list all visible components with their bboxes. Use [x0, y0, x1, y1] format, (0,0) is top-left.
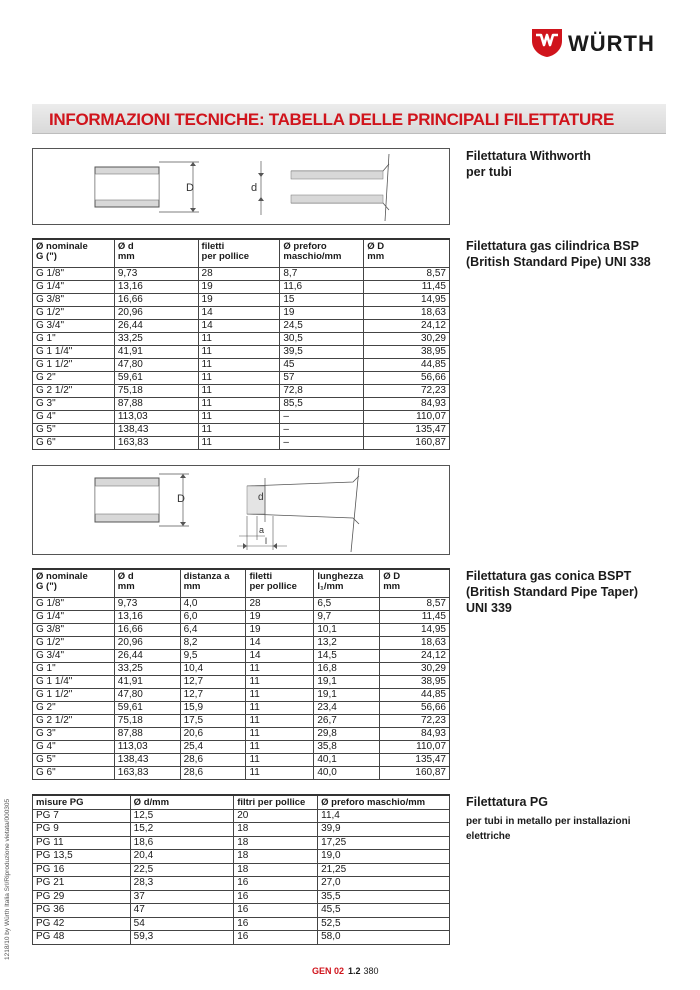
- table-cell: 14,5: [314, 649, 380, 662]
- table-cell: PG 42: [33, 917, 131, 931]
- table-cell: 16: [234, 917, 318, 931]
- table-cell: 11,4: [318, 809, 450, 823]
- table-cell: 18: [234, 863, 318, 877]
- footer-section: GEN 02: [312, 966, 345, 976]
- table-cell: 110,07: [380, 740, 450, 753]
- table-cell: G 4": [33, 410, 115, 423]
- table-cell: G 4": [33, 740, 115, 753]
- table-cell: 28,6: [180, 753, 246, 766]
- table-header-cell: misure PG: [33, 795, 131, 809]
- table-cell: 21,25: [318, 863, 450, 877]
- table-cell: 8,2: [180, 636, 246, 649]
- table-cell: 160,87: [364, 436, 450, 449]
- table-cell: 24,12: [364, 319, 450, 332]
- table-cell: 11,6: [280, 280, 364, 293]
- table-cell: PG 21: [33, 877, 131, 891]
- table-cell: PG 29: [33, 890, 131, 904]
- table-row: [33, 397, 450, 410]
- table-cell: G 3": [33, 397, 115, 410]
- table-row: [33, 904, 450, 918]
- table-cell: 19: [198, 280, 280, 293]
- table-cell: 59,61: [114, 701, 180, 714]
- table-row: [33, 890, 450, 904]
- table-cell: –: [280, 410, 364, 423]
- table-row: [33, 727, 450, 740]
- table-row: [33, 675, 450, 688]
- table-cell: 38,95: [380, 675, 450, 688]
- brand-name: WÜRTH: [568, 31, 655, 56]
- table-row: [33, 280, 450, 293]
- table-header-cell: filetti per pollice: [198, 239, 280, 267]
- table-row: [33, 610, 450, 623]
- table-row: [33, 836, 450, 850]
- table-cell: 11: [246, 662, 314, 675]
- table-cell: 26,44: [114, 319, 198, 332]
- table-cell: PG 7: [33, 809, 131, 823]
- table-cell: 113,03: [114, 410, 198, 423]
- table-cell: 14: [198, 319, 280, 332]
- table-header-cell: Ø nominale G ("): [33, 239, 115, 267]
- table-cell: 12,7: [180, 675, 246, 688]
- page-footer: [312, 966, 379, 976]
- table-cell: 15: [280, 293, 364, 306]
- table-cell: 18: [234, 850, 318, 864]
- label-d2: d: [258, 492, 264, 503]
- withworth-drawing: [33, 149, 449, 224]
- table-cell: 44,85: [380, 688, 450, 701]
- withworth-diagram: [32, 148, 450, 225]
- table-cell: 20,96: [114, 636, 180, 649]
- table-cell: 12,7: [180, 688, 246, 701]
- table-header-row: [33, 795, 450, 809]
- bsp-table: [32, 238, 450, 450]
- table-cell: 58,0: [318, 931, 450, 945]
- table-cell: G 3/4": [33, 319, 115, 332]
- table-header-cell: Ø d mm: [114, 239, 198, 267]
- table-cell: 14,95: [380, 623, 450, 636]
- table-cell: PG 9: [33, 823, 131, 837]
- table-cell: G 1 1/4": [33, 345, 115, 358]
- table-cell: 138,43: [114, 423, 198, 436]
- table-row: [33, 753, 450, 766]
- table-cell: 17,5: [180, 714, 246, 727]
- table-cell: 163,83: [114, 436, 198, 449]
- table-cell: 19,0: [318, 850, 450, 864]
- table-cell: G 1/8": [33, 597, 115, 610]
- table-cell: 47: [130, 904, 234, 918]
- table-header-cell: Ø nominale G ("): [33, 569, 115, 597]
- table-row: [33, 823, 450, 837]
- table-cell: 19: [246, 610, 314, 623]
- table-row: [33, 319, 450, 332]
- table-cell: 11: [198, 332, 280, 345]
- table-cell: 16,8: [314, 662, 380, 675]
- table-cell: 11: [198, 410, 280, 423]
- table-cell: 4,0: [180, 597, 246, 610]
- table-cell: 24,12: [380, 649, 450, 662]
- table-cell: 40,1: [314, 753, 380, 766]
- table-cell: 9,73: [114, 597, 180, 610]
- table-cell: 17,25: [318, 836, 450, 850]
- table-cell: G 2 1/2": [33, 384, 115, 397]
- label-d: d: [251, 182, 258, 194]
- table-row: [33, 267, 450, 280]
- table-row: [33, 345, 450, 358]
- label-D2: D: [177, 493, 185, 505]
- table-row: [33, 714, 450, 727]
- table-cell: 75,18: [114, 714, 180, 727]
- table-cell: 6,5: [314, 597, 380, 610]
- table-cell: 39,9: [318, 823, 450, 837]
- table-cell: 14,95: [364, 293, 450, 306]
- table-cell: 56,66: [364, 371, 450, 384]
- table-row: [33, 688, 450, 701]
- table-row: [33, 423, 450, 436]
- table-cell: 9,73: [114, 267, 198, 280]
- table-cell: 24,5: [280, 319, 364, 332]
- table-cell: 12,5: [130, 809, 234, 823]
- table-cell: 11: [198, 358, 280, 371]
- table-cell: 85,5: [280, 397, 364, 410]
- table-cell: 10,4: [180, 662, 246, 675]
- table-cell: G 1/2": [33, 636, 115, 649]
- table-cell: 16: [234, 931, 318, 945]
- table-row: [33, 597, 450, 610]
- table-cell: 15,9: [180, 701, 246, 714]
- bspt-drawing: [33, 466, 449, 554]
- table-cell: 10,1: [314, 623, 380, 636]
- table-cell: 33,25: [114, 332, 198, 345]
- table-cell: 11: [246, 766, 314, 779]
- table-cell: 30,29: [364, 332, 450, 345]
- table-cell: 35,5: [318, 890, 450, 904]
- table-header-cell: Ø preforo maschio/mm: [318, 795, 450, 809]
- table-cell: 23,4: [314, 701, 380, 714]
- table-cell: 20: [234, 809, 318, 823]
- table-cell: 22,5: [130, 863, 234, 877]
- table-cell: 26,44: [114, 649, 180, 662]
- table-cell: G 1 1/2": [33, 688, 115, 701]
- table-cell: 163,83: [114, 766, 180, 779]
- table-row: [33, 293, 450, 306]
- table-cell: 18,63: [380, 636, 450, 649]
- table-cell: 13,16: [114, 610, 180, 623]
- table-header-cell: Ø d mm: [114, 569, 180, 597]
- table-cell: G 3/8": [33, 293, 115, 306]
- table-cell: 18,6: [130, 836, 234, 850]
- table-cell: 47,80: [114, 358, 198, 371]
- table-cell: 13,2: [314, 636, 380, 649]
- table-cell: G 1": [33, 662, 115, 675]
- label-a: a: [259, 525, 265, 535]
- table-cell: G 6": [33, 766, 115, 779]
- table-cell: 28,6: [180, 766, 246, 779]
- table-row: [33, 701, 450, 714]
- table-cell: PG 36: [33, 904, 131, 918]
- table-cell: PG 48: [33, 931, 131, 945]
- table-row: [33, 436, 450, 449]
- table-header-cell: filtri per pollice: [234, 795, 318, 809]
- table-cell: G 5": [33, 753, 115, 766]
- table-cell: 26,7: [314, 714, 380, 727]
- table-row: [33, 917, 450, 931]
- table-cell: G 3/4": [33, 649, 115, 662]
- table-cell: 35,8: [314, 740, 380, 753]
- table-cell: 33,25: [114, 662, 180, 675]
- table-cell: 41,91: [114, 345, 198, 358]
- table-header-cell: Ø preforo maschio/mm: [280, 239, 364, 267]
- header-banner: [32, 104, 666, 134]
- table-cell: G 1 1/4": [33, 675, 115, 688]
- table-cell: G 2 1/2": [33, 714, 115, 727]
- table-cell: 52,5: [318, 917, 450, 931]
- table-row: [33, 740, 450, 753]
- table-cell: 11: [246, 688, 314, 701]
- table-cell: G 1/2": [33, 306, 115, 319]
- table-row: [33, 766, 450, 779]
- table-cell: 30,29: [380, 662, 450, 675]
- table-row: [33, 306, 450, 319]
- table-cell: 11: [246, 740, 314, 753]
- wurth-logo: [532, 27, 672, 61]
- table-cell: 16: [234, 890, 318, 904]
- label-D: D: [186, 182, 194, 194]
- table-cell: PG 16: [33, 863, 131, 877]
- table-row: [33, 863, 450, 877]
- table-cell: 138,43: [114, 753, 180, 766]
- table-cell: 11: [198, 397, 280, 410]
- table-cell: 11: [198, 345, 280, 358]
- table-cell: 135,47: [364, 423, 450, 436]
- table-cell: 29,8: [314, 727, 380, 740]
- table-cell: 19,1: [314, 675, 380, 688]
- table-cell: 9,7: [314, 610, 380, 623]
- table-cell: 72,8: [280, 384, 364, 397]
- table-cell: 11: [198, 423, 280, 436]
- withworth-title: Filettatura Withworth per tubi: [466, 149, 591, 179]
- table-cell: 72,23: [364, 384, 450, 397]
- table-cell: PG 13,5: [33, 850, 131, 864]
- table-cell: 37: [130, 890, 234, 904]
- table-row: [33, 358, 450, 371]
- bsp-title: Filettatura gas cilindrica BSP (British Standard Pipe) UNI 338: [466, 239, 651, 269]
- table-cell: 16: [234, 904, 318, 918]
- table-cell: G 1/4": [33, 280, 115, 293]
- table-cell: 19: [198, 293, 280, 306]
- table-cell: 113,03: [114, 740, 180, 753]
- table-cell: 11: [246, 714, 314, 727]
- table-cell: 20,6: [180, 727, 246, 740]
- table-cell: G 1": [33, 332, 115, 345]
- table-cell: G 6": [33, 436, 115, 449]
- table-header-cell: filetti per pollice: [246, 569, 314, 597]
- bspt-title: Filettatura gas conica BSPT (British Standard Pipe Taper) UNI 339: [466, 569, 639, 615]
- table-cell: G 1/4": [33, 610, 115, 623]
- table-header-cell: Ø D mm: [380, 569, 450, 597]
- pg-table: [32, 794, 450, 945]
- table-cell: 14: [246, 636, 314, 649]
- table-cell: 11: [246, 753, 314, 766]
- table-cell: G 1 1/2": [33, 358, 115, 371]
- table-cell: 11,45: [380, 610, 450, 623]
- table-cell: 41,91: [114, 675, 180, 688]
- table-header-row: [33, 569, 450, 597]
- table-cell: 59,61: [114, 371, 198, 384]
- table-cell: 28,3: [130, 877, 234, 891]
- wurth-logo-mark-icon: [532, 29, 562, 57]
- table-cell: 19: [280, 306, 364, 319]
- label-l: l: [265, 536, 267, 546]
- table-cell: 40,0: [314, 766, 380, 779]
- table-cell: 57: [280, 371, 364, 384]
- table-cell: G 2": [33, 371, 115, 384]
- pg-subtitle: per tubi in metallo per installazioni elettriche: [466, 816, 631, 842]
- table-cell: G 3": [33, 727, 115, 740]
- table-cell: 110,07: [364, 410, 450, 423]
- table-cell: 9,5: [180, 649, 246, 662]
- table-cell: 11: [246, 701, 314, 714]
- table-cell: 20,96: [114, 306, 198, 319]
- table-cell: –: [280, 423, 364, 436]
- table-cell: 84,93: [380, 727, 450, 740]
- table-cell: 8,57: [364, 267, 450, 280]
- table-row: [33, 371, 450, 384]
- table-cell: 87,88: [114, 727, 180, 740]
- table-cell: 14: [246, 649, 314, 662]
- table-cell: 11: [198, 371, 280, 384]
- table-row: [33, 662, 450, 675]
- table-cell: 75,18: [114, 384, 198, 397]
- table-header-cell: distanza a mm: [180, 569, 246, 597]
- table-cell: 47,80: [114, 688, 180, 701]
- table-cell: G 5": [33, 423, 115, 436]
- table-cell: 44,85: [364, 358, 450, 371]
- table-cell: PG 11: [33, 836, 131, 850]
- table-cell: 28: [198, 267, 280, 280]
- table-row: [33, 410, 450, 423]
- table-cell: –: [280, 436, 364, 449]
- table-row: [33, 877, 450, 891]
- table-cell: 20,4: [130, 850, 234, 864]
- table-row: [33, 931, 450, 945]
- copyright-sidenote: 1218/10 by Würth Italia Srl/Riproduzione vietata/000305: [4, 798, 11, 960]
- table-cell: 25,4: [180, 740, 246, 753]
- bspt-diagram: [32, 465, 450, 555]
- table-cell: 16: [234, 877, 318, 891]
- table-row: [33, 623, 450, 636]
- table-row: [33, 649, 450, 662]
- table-header-cell: Ø d/mm: [130, 795, 234, 809]
- table-cell: 11: [246, 727, 314, 740]
- table-cell: 18,63: [364, 306, 450, 319]
- table-cell: 13,16: [114, 280, 198, 293]
- table-row: [33, 809, 450, 823]
- table-cell: 28: [246, 597, 314, 610]
- table-cell: 6,4: [180, 623, 246, 636]
- table-cell: 39,5: [280, 345, 364, 358]
- table-cell: 15,2: [130, 823, 234, 837]
- table-cell: 45,5: [318, 904, 450, 918]
- table-cell: 11: [246, 675, 314, 688]
- table-cell: 16,66: [114, 623, 180, 636]
- table-cell: 11: [198, 436, 280, 449]
- table-header-cell: Ø D mm: [364, 239, 450, 267]
- table-cell: 11,45: [364, 280, 450, 293]
- table-cell: 45: [280, 358, 364, 371]
- table-cell: 54: [130, 917, 234, 931]
- table-cell: 19: [246, 623, 314, 636]
- table-cell: 87,88: [114, 397, 198, 410]
- table-header-cell: lunghezza l₁/mm: [314, 569, 380, 597]
- table-cell: 160,87: [380, 766, 450, 779]
- table-cell: 6,0: [180, 610, 246, 623]
- table-cell: G 2": [33, 701, 115, 714]
- table-cell: 8,7: [280, 267, 364, 280]
- table-cell: 56,66: [380, 701, 450, 714]
- table-cell: 18: [234, 823, 318, 837]
- pg-title: Filettatura PG per tubi in metallo per installazioni elettriche: [466, 795, 631, 842]
- table-cell: 72,23: [380, 714, 450, 727]
- bspt-table: [32, 568, 450, 780]
- table-cell: 16,66: [114, 293, 198, 306]
- table-row: [33, 636, 450, 649]
- table-cell: 27,0: [318, 877, 450, 891]
- table-cell: 135,47: [380, 753, 450, 766]
- table-cell: 30,5: [280, 332, 364, 345]
- table-cell: 59,3: [130, 931, 234, 945]
- table-cell: 19,1: [314, 688, 380, 701]
- table-row: [33, 384, 450, 397]
- footer-chapter: 1.2: [348, 966, 361, 976]
- table-cell: 14: [198, 306, 280, 319]
- table-header-row: [33, 239, 450, 267]
- page-title: INFORMAZIONI TECNICHE: TABELLA DELLE PRINCIPALI FILETTATURE: [49, 110, 614, 129]
- table-cell: G 3/8": [33, 623, 115, 636]
- table-cell: 84,93: [364, 397, 450, 410]
- table-row: [33, 332, 450, 345]
- table-cell: 38,95: [364, 345, 450, 358]
- table-row: [33, 850, 450, 864]
- table-cell: 11: [198, 384, 280, 397]
- table-cell: 8,57: [380, 597, 450, 610]
- footer-page-number: 380: [363, 966, 379, 976]
- table-cell: 18: [234, 836, 318, 850]
- table-cell: G 1/8": [33, 267, 115, 280]
